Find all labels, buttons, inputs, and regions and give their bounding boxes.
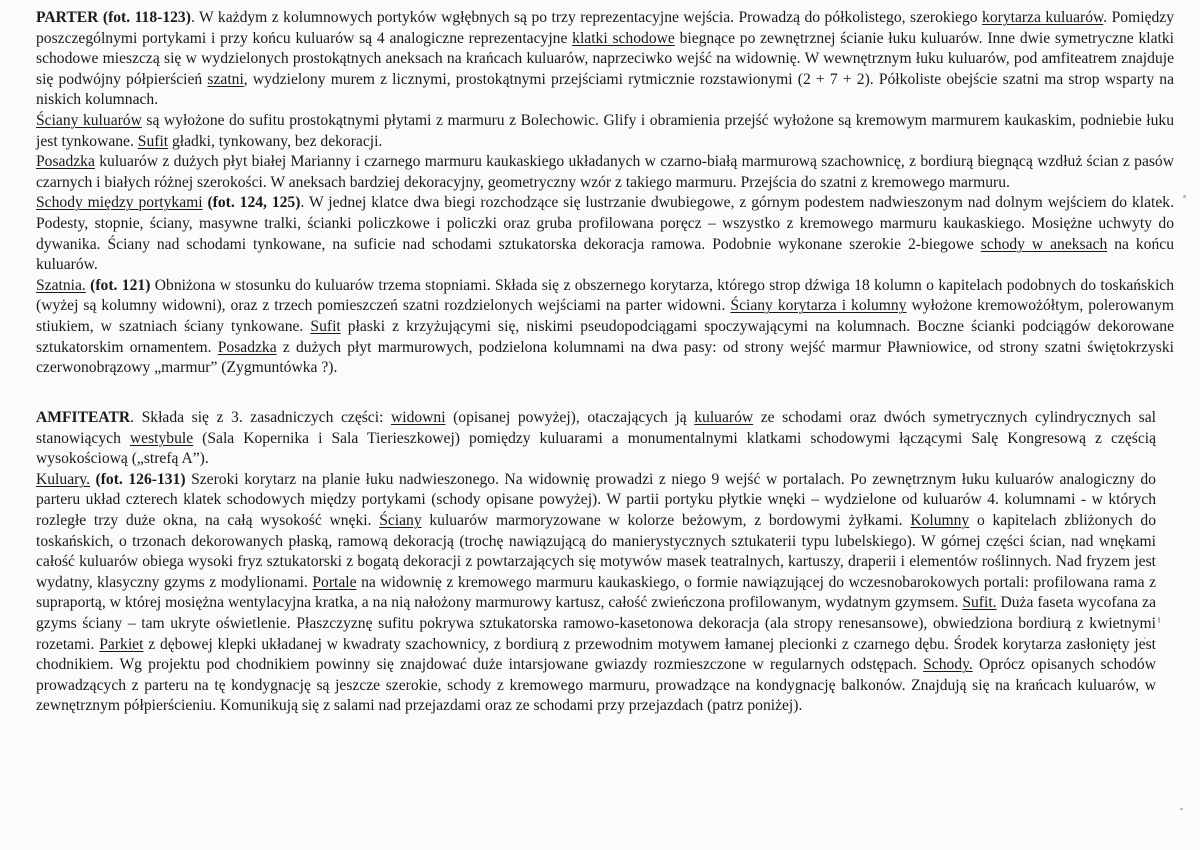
underlined-term: Kuluary. <box>36 470 90 488</box>
underlined-term: Portale <box>312 573 357 591</box>
underlined-term: Posadzka <box>217 338 277 356</box>
text-run: na końcu kuluarów. <box>36 235 1174 274</box>
underlined-term: kuluarów <box>694 409 754 426</box>
scan-speck <box>1144 637 1146 639</box>
text-run: Oprócz opisanych schodów prowadzących z parteru na tę kondygnację są jeszcze szerokie, schody z kremowego marmuru, prowadzące na kondygnację balkonów. Znajdują się na krańcach kuluarów, w zewnętrznym półpierścieniu. Komunikują się z salami nad przejazdami oraz ze schodami przy przejazdach (patrz poniżej). <box>36 656 1156 715</box>
underlined-term: Ściany kuluarów <box>36 111 142 129</box>
paragraph <box>36 111 1174 152</box>
underlined-term: Parkiet <box>99 635 144 653</box>
underlined-term: Ściany korytarza i kolumny <box>730 297 907 315</box>
text-run: , wydzielony murem z licznymi, prostokątnymi przejściami rytmicznie rozstawionymi (2 + 7 + 2). Półkoliste obejście szatni ma strop wsparty na niskich kolumnach. <box>36 70 1174 109</box>
text-run: z dużych płyt marmurowych, podzielona kolumnami na dwa pasy: od strony wejść marmur Pławniowice, od strony szatni świętokrzyski czerwonobrązowy „marmur” (Zygmuntówka ?). <box>36 338 1174 377</box>
underlined-term: Posadzka <box>36 153 95 171</box>
text-run: . W każdym z kolumnowych portyków wgłębnych są po trzy reprezentacyjne wejścia. Prowadzą do półkolistego, szerokiego <box>190 9 983 26</box>
underlined-term: schody w aneksach <box>980 235 1108 253</box>
text-run: wyłożone kremowożółtym, polerowanym stiukiem, w szatniach ściany tynkowane. <box>36 297 1174 335</box>
underlined-term: Sufit. <box>962 594 997 612</box>
bold-text: (fot. 126-131) <box>89 470 186 488</box>
text-run: o kapitelach zbliżonych do toskańskich, o trzonach dekorowanych płaską, ramową dekoracją (trochę nawiązującą do manierystycznych sztukaterii typu lubelskiego). W górnej części ścian, nad wnękami całość kuluarów obiega wysoki fryz sztukatorski z bogatą dekoracji z powtarzających się motywów masek teatralnych, kartuszy, draperii i elementów roślinnych. Nad fryzem jest wydatny, klasyczny gzyms z modylionami. <box>36 511 1156 591</box>
text-run: (Sala Kopernika i Sala Tierieszkowej) pomiędzy kuluarami a monumentalnymi klatkami schodowymi łączącymi Salę Kongresową z częścią wysokościową („strefą A”). <box>36 429 1157 468</box>
scan-speck <box>1158 617 1160 623</box>
underlined-term: korytarza kuluarów <box>982 9 1104 26</box>
underlined-term: westybule <box>129 429 194 447</box>
bold-text: (fot. 121) <box>85 276 151 294</box>
underlined-term: Schody. <box>923 656 973 674</box>
text-run: Duża faseta wycofana za gzyms ściany – tam ukryte oświetlenie. Płaszczyznę sufitu pokrywa sztukatorska ramowo-kasetonowa dekoracja (ala stropy renesansowe), obwiedziona bordiurą z kwietnymi rozetami. <box>36 594 1156 653</box>
scan-speck <box>1180 808 1183 810</box>
underlined-term: Szatnia. <box>36 276 86 294</box>
text-run: ze schodami oraz dwóch symetrycznych cylindrycznych sal stanowiących <box>36 409 1157 447</box>
underlined-term: Ściany <box>379 511 422 529</box>
text-run: biegnące po zewnętrznej ścianie łuku kuluarów. Inne dwie symetryczne klatki schodowe mieszczą się w wydzielonych prostokątnych aneksach na krańcach kuluarów, naprzeciwko wejść na widownię. W wewnętrznym łuku kuluarów, pod amfiteatrem znajduje się podwójny półpierścień <box>36 29 1175 88</box>
text-run: płaski z krzyżującymi się, niskimi pseudopodciągami spoczywającymi na kolumnach. Boczne ścianki podciągów dekorowane sztukatorskim ornamentem. <box>36 317 1175 356</box>
paragraph <box>36 8 1174 111</box>
text-run: (opisanej powyżej), otaczających ją <box>445 409 695 426</box>
text-run: . Pomiędzy poszczególnymi portykami i przy końcu kuluarów są 4 analogiczne reprezentacyjne <box>36 9 1175 47</box>
text-run: gładki, tynkowany, bez dekoracji. <box>168 132 383 150</box>
text-run: . W jednej klatce dwa biegi rozchodzące się lustrzanie dwubiegowe, z górnym podestem nadwieszonym nad dolnym wejściem do klatek. Podesty, stopnie, ściany, masywne tralki, ścianki policzkowe i policzki oraz gruba profilowana poręcz – wszystko z kremowego marmuru kaukaskiego. Mosiężne uchwyty do dywanika. Ściany nad schodami tynkowane, na suficie nad schodami sztukatorska dekoracja ramowa. Podobnie wykonane szerokie 2-biegowe <box>36 194 1174 253</box>
text-run: Obniżona w stosunku do kuluarów trzema stopniami. Składa się z obszernego korytarza, którego strop dźwiga 18 kolumn o kapitelach podobnych do toskańskich (wyżej są kolumny widowni), oraz z trzech pomieszczeń szatni rozdzielonych wejściami na parter widowni. <box>36 276 1174 315</box>
underlined-term: Sufit <box>137 132 169 150</box>
scan-speck <box>1183 195 1186 198</box>
paragraph <box>36 152 1174 193</box>
section-parter <box>36 8 1174 379</box>
bold-text: (fot. 124, 125) <box>202 194 301 212</box>
bold-text: PARTER (fot. 118-123) <box>36 9 191 26</box>
text-run: Szeroki korytarz na planie łuku nadwieszonego. Na widownię prowadzi z niego 9 wejść w portalach. Po zewnętrznym łuku kuluarów analogiczny do parteru układ czterech klatek schodowych między portykami (schody opisane powyżej). W partii portyku płytkie wnęki – wydzielone od kuluarów 4. kolumnami - w których rozległe trzy duże okna, na całą wysokość wnęki. <box>36 470 1156 529</box>
underlined-term: klatki schodowe <box>572 29 675 47</box>
paragraph <box>36 470 1156 717</box>
text-run: . Składa się z 3. zasadniczych części: <box>130 409 391 426</box>
paragraph <box>36 276 1174 379</box>
text-run: kuluarów marmoryzowane w kolorze beżowym, z bordowymi żyłkami. <box>421 511 911 529</box>
underlined-term: szatni <box>207 70 244 88</box>
bold-text: AMFITEATR <box>36 409 131 426</box>
underlined-term: Sufit <box>310 317 341 335</box>
text-run: na widownię z kremowego marmuru kaukaskiego, o formie nawiązującej do wczesnobarokowych portali: profilowana rama z supraportą, w której mosiężna wentylacyjna kratka, a na nią nałożony marmurowy kartusz, całość zwieńczona profilowanym, wydatnym gzymsem. <box>36 573 1156 612</box>
text-run: z dębowej klepki układanej w kwadraty szachownicy, z bordiurą z przewodnim motywem łamanej plecionki z czarnego dębu. Środek korytarza zasłonięty jest chodnikiem. Wg projektu pod chodnikiem powinny się znajdować duże intarsjowane gwiazdy rozmieszczone w regularnych odstępach. <box>36 635 1156 674</box>
paragraph <box>36 408 1156 470</box>
text-run: są wyłożone do sufitu prostokątnymi płytami z marmuru z Bolechowic. Glify i obramienia przejść wyłożone są kremowym marmurem kaukaskim, podniebie łuku jest tynkowane. <box>36 111 1174 150</box>
text-run: kuluarów z dużych płyt białej Marianny i czarnego marmuru kaukaskiego układanych w czarno-białą marmurową szachownicę, z bordiurą biegnącą wzdłuż ścian z pasów czarnych i białych różnej szerokości. W aneksach bardziej dekoracyjny, geometryczny wzór z takiego marmuru. Przejścia do szatni z kremowego marmuru. <box>36 153 1174 191</box>
underlined-term: widowni <box>390 409 446 426</box>
paragraph <box>36 193 1174 275</box>
underlined-term: Kolumny <box>910 511 970 529</box>
underlined-term: Schody między portykami <box>36 194 203 212</box>
section-amfiteatr <box>36 408 1156 717</box>
